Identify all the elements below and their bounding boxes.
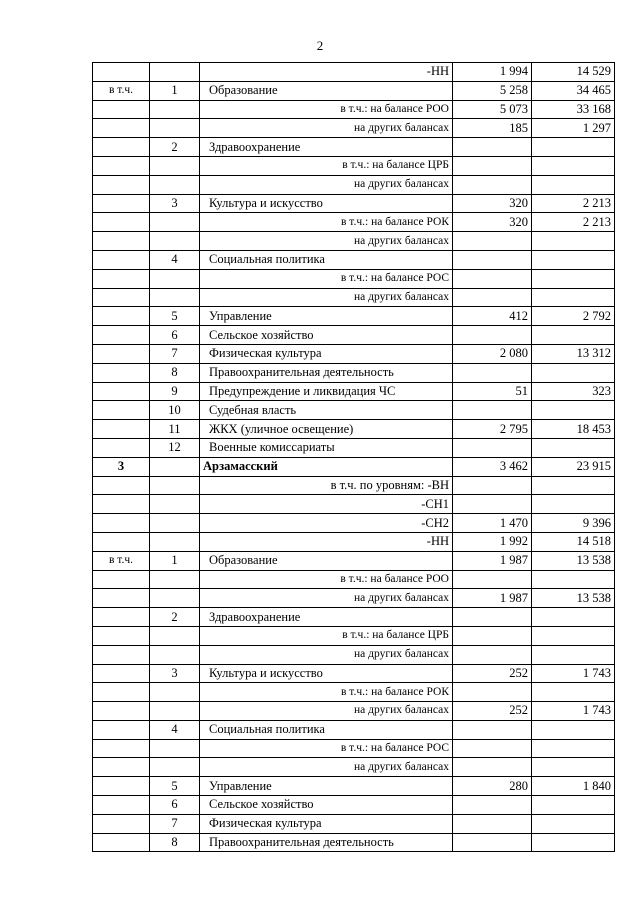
page-number: 2	[316, 38, 324, 53]
cell-number	[150, 63, 200, 82]
cell-value-1	[453, 138, 532, 157]
cell-name: Сельское хозяйство	[200, 796, 453, 815]
table-row	[93, 570, 615, 589]
cell-number	[150, 589, 200, 608]
cell-incl	[93, 63, 150, 82]
cell-value-2	[532, 363, 615, 382]
cell-value-1	[453, 175, 532, 194]
cell-name: в т.ч.: на балансе ЦРБ	[200, 156, 453, 175]
cell-value-2: 323	[532, 382, 615, 401]
cell-value-2	[532, 608, 615, 627]
cell-number: 6	[150, 796, 200, 815]
cell-incl	[93, 194, 150, 213]
cell-incl	[93, 382, 150, 401]
cell-number: 2	[150, 608, 200, 627]
cell-value-2	[532, 570, 615, 589]
cell-number: 8	[150, 363, 200, 382]
cell-number: 5	[150, 307, 200, 326]
cell-number	[150, 156, 200, 175]
cell-value-1: 51	[453, 382, 532, 401]
cell-value-2: 23 915	[532, 457, 615, 476]
cell-incl	[93, 363, 150, 382]
cell-value-1: 252	[453, 702, 532, 721]
cell-value-2	[532, 401, 615, 420]
cell-value-2	[532, 495, 615, 514]
cell-number: 12	[150, 438, 200, 457]
cell-name: -СН2	[200, 514, 453, 533]
cell-value-2: 2 792	[532, 307, 615, 326]
cell-incl: в т.ч.	[93, 551, 150, 570]
cell-value-2: 1 297	[532, 119, 615, 138]
cell-incl	[93, 626, 150, 645]
table-row	[93, 250, 615, 269]
cell-number	[150, 570, 200, 589]
cell-incl	[93, 570, 150, 589]
cell-value-1	[453, 401, 532, 420]
cell-incl	[93, 683, 150, 702]
cell-value-1: 2 795	[453, 420, 532, 439]
cell-incl	[93, 814, 150, 833]
cell-value-2	[532, 156, 615, 175]
cell-value-1: 2 080	[453, 344, 532, 363]
cell-number	[150, 119, 200, 138]
table-row	[93, 420, 615, 439]
cell-value-2: 1 840	[532, 777, 615, 796]
table-row	[93, 664, 615, 683]
cell-incl	[93, 495, 150, 514]
cell-value-1	[453, 438, 532, 457]
cell-incl	[93, 344, 150, 363]
cell-name: Образование	[200, 81, 453, 100]
cell-value-2: 34 465	[532, 81, 615, 100]
cell-name: Сельское хозяйство	[200, 326, 453, 345]
cell-name: Физическая культура	[200, 814, 453, 833]
table-row	[93, 382, 615, 401]
cell-value-2: 1 743	[532, 702, 615, 721]
table-row	[93, 551, 615, 570]
cell-number	[150, 100, 200, 119]
cell-value-1: 1 987	[453, 551, 532, 570]
cell-value-2	[532, 138, 615, 157]
cell-incl	[93, 438, 150, 457]
table-row	[93, 495, 615, 514]
table-row	[93, 344, 615, 363]
table-row	[93, 589, 615, 608]
cell-value-2: 14 518	[532, 532, 615, 551]
cell-value-1	[453, 495, 532, 514]
cell-incl	[93, 720, 150, 739]
cell-value-2: 13 538	[532, 551, 615, 570]
cell-value-2: 13 538	[532, 589, 615, 608]
cell-incl	[93, 326, 150, 345]
cell-name: Физическая культура	[200, 344, 453, 363]
cell-name: на других балансах	[200, 232, 453, 251]
table-row	[93, 777, 615, 796]
cell-value-2: 33 168	[532, 100, 615, 119]
cell-name: Социальная политика	[200, 250, 453, 269]
cell-number	[150, 626, 200, 645]
table-row	[93, 138, 615, 157]
table-row	[93, 814, 615, 833]
cell-value-1	[453, 720, 532, 739]
cell-number: 7	[150, 814, 200, 833]
cell-value-2	[532, 438, 615, 457]
cell-incl	[93, 758, 150, 777]
table-row	[93, 326, 615, 345]
cell-number: 1	[150, 81, 200, 100]
cell-number: 4	[150, 720, 200, 739]
budget-table	[92, 62, 615, 852]
cell-name: на других балансах	[200, 645, 453, 664]
cell-name: Судебная власть	[200, 401, 453, 420]
table-row	[93, 119, 615, 138]
table-row	[93, 438, 615, 457]
cell-name: Военные комиссариаты	[200, 438, 453, 457]
cell-name: Управление	[200, 307, 453, 326]
cell-incl	[93, 514, 150, 533]
cell-value-2	[532, 175, 615, 194]
cell-incl	[93, 777, 150, 796]
cell-value-1	[453, 269, 532, 288]
cell-value-1	[453, 739, 532, 758]
table-row	[93, 514, 615, 533]
cell-value-1	[453, 833, 532, 852]
cell-name: Здравоохранение	[200, 608, 453, 627]
cell-value-2	[532, 250, 615, 269]
cell-value-2	[532, 833, 615, 852]
table-row	[93, 645, 615, 664]
cell-number: 10	[150, 401, 200, 420]
cell-value-1	[453, 758, 532, 777]
cell-incl: 3	[93, 457, 150, 476]
cell-number	[150, 758, 200, 777]
cell-value-1	[453, 326, 532, 345]
cell-value-1: 1 994	[453, 63, 532, 82]
cell-number	[150, 532, 200, 551]
cell-value-1: 412	[453, 307, 532, 326]
cell-value-1	[453, 476, 532, 495]
cell-value-2	[532, 232, 615, 251]
table-row	[93, 532, 615, 551]
cell-number: 8	[150, 833, 200, 852]
cell-name: на других балансах	[200, 288, 453, 307]
cell-number	[150, 175, 200, 194]
cell-value-1	[453, 626, 532, 645]
cell-number: 7	[150, 344, 200, 363]
cell-value-1	[453, 363, 532, 382]
cell-value-2	[532, 626, 615, 645]
cell-value-2: 1 743	[532, 664, 615, 683]
table-row	[93, 175, 615, 194]
cell-incl	[93, 589, 150, 608]
cell-name: в т.ч.: на балансе РОС	[200, 269, 453, 288]
cell-value-1	[453, 608, 532, 627]
cell-incl	[93, 645, 150, 664]
cell-incl	[93, 401, 150, 420]
cell-value-1	[453, 796, 532, 815]
table-row	[93, 363, 615, 382]
cell-incl	[93, 739, 150, 758]
cell-number: 6	[150, 326, 200, 345]
cell-incl	[93, 269, 150, 288]
cell-incl	[93, 232, 150, 251]
table-row	[93, 269, 615, 288]
cell-value-2	[532, 476, 615, 495]
table-row	[93, 758, 615, 777]
cell-incl	[93, 307, 150, 326]
table-row	[93, 739, 615, 758]
table-row	[93, 232, 615, 251]
budget-table-body	[93, 63, 615, 852]
cell-name: Здравоохранение	[200, 138, 453, 157]
cell-value-2: 18 453	[532, 420, 615, 439]
table-row	[93, 720, 615, 739]
cell-number	[150, 476, 200, 495]
cell-value-2	[532, 796, 615, 815]
cell-value-1	[453, 288, 532, 307]
cell-incl	[93, 532, 150, 551]
cell-name: на других балансах	[200, 758, 453, 777]
cell-value-1: 5 258	[453, 81, 532, 100]
table-row	[93, 796, 615, 815]
cell-number	[150, 269, 200, 288]
cell-name: -НН	[200, 532, 453, 551]
cell-value-2	[532, 326, 615, 345]
cell-value-1	[453, 250, 532, 269]
cell-value-2	[532, 739, 615, 758]
cell-name: Предупреждение и ликвидация ЧС	[200, 382, 453, 401]
table-row	[93, 401, 615, 420]
cell-incl	[93, 833, 150, 852]
cell-value-1: 280	[453, 777, 532, 796]
cell-name: на других балансах	[200, 702, 453, 721]
table-row	[93, 476, 615, 495]
cell-number: 1	[150, 551, 200, 570]
cell-incl	[93, 702, 150, 721]
table-row	[93, 194, 615, 213]
cell-number: 4	[150, 250, 200, 269]
cell-name: Образование	[200, 551, 453, 570]
table-row	[93, 63, 615, 82]
cell-value-1: 1 992	[453, 532, 532, 551]
cell-incl	[93, 796, 150, 815]
cell-incl	[93, 213, 150, 232]
cell-name: Социальная политика	[200, 720, 453, 739]
cell-incl	[93, 420, 150, 439]
cell-name: -СН1	[200, 495, 453, 514]
table-row	[93, 288, 615, 307]
cell-value-2	[532, 814, 615, 833]
cell-number	[150, 232, 200, 251]
table-row	[93, 683, 615, 702]
cell-number	[150, 288, 200, 307]
cell-incl	[93, 608, 150, 627]
cell-value-1: 1 470	[453, 514, 532, 533]
cell-value-2	[532, 645, 615, 664]
cell-name: на других балансах	[200, 175, 453, 194]
cell-incl	[93, 156, 150, 175]
cell-value-1	[453, 570, 532, 589]
cell-number: 9	[150, 382, 200, 401]
cell-name: на других балансах	[200, 589, 453, 608]
cell-name: в т.ч.: на балансе ЦРБ	[200, 626, 453, 645]
cell-value-2: 2 213	[532, 213, 615, 232]
cell-incl: в т.ч.	[93, 81, 150, 100]
table-row	[93, 608, 615, 627]
cell-name: в т.ч.: на балансе РОК	[200, 213, 453, 232]
cell-value-2: 14 529	[532, 63, 615, 82]
cell-incl	[93, 100, 150, 119]
cell-incl	[93, 476, 150, 495]
cell-number: 2	[150, 138, 200, 157]
cell-value-2: 2 213	[532, 194, 615, 213]
cell-value-2	[532, 683, 615, 702]
table-row	[93, 307, 615, 326]
cell-name: Арзамасский	[200, 457, 453, 476]
cell-value-1: 5 073	[453, 100, 532, 119]
cell-name: в т.ч. по уровням: -ВН	[200, 476, 453, 495]
cell-number: 5	[150, 777, 200, 796]
cell-name: в т.ч.: на балансе РОО	[200, 570, 453, 589]
cell-number	[150, 702, 200, 721]
table-row	[93, 457, 615, 476]
table-row	[93, 156, 615, 175]
cell-number	[150, 514, 200, 533]
cell-number	[150, 645, 200, 664]
cell-value-1	[453, 814, 532, 833]
cell-value-1	[453, 232, 532, 251]
table-row	[93, 702, 615, 721]
table-row	[93, 626, 615, 645]
cell-number: 11	[150, 420, 200, 439]
cell-value-1: 252	[453, 664, 532, 683]
table-row	[93, 81, 615, 100]
cell-name: Культура и искусство	[200, 664, 453, 683]
cell-value-1: 1 987	[453, 589, 532, 608]
cell-value-1	[453, 683, 532, 702]
table-row	[93, 213, 615, 232]
cell-incl	[93, 175, 150, 194]
cell-number: 3	[150, 664, 200, 683]
cell-incl	[93, 288, 150, 307]
cell-value-2	[532, 758, 615, 777]
cell-name: в т.ч.: на балансе РОО	[200, 100, 453, 119]
cell-value-2: 9 396	[532, 514, 615, 533]
cell-incl	[93, 138, 150, 157]
cell-number	[150, 457, 200, 476]
cell-name: в т.ч.: на балансе РОК	[200, 683, 453, 702]
cell-incl	[93, 250, 150, 269]
cell-value-2	[532, 269, 615, 288]
cell-incl	[93, 119, 150, 138]
cell-number	[150, 213, 200, 232]
cell-name: Управление	[200, 777, 453, 796]
cell-value-1: 3 462	[453, 457, 532, 476]
table-row	[93, 833, 615, 852]
cell-value-1: 320	[453, 194, 532, 213]
cell-value-1	[453, 645, 532, 664]
cell-name: Правоохранительная деятельность	[200, 363, 453, 382]
cell-name: ЖКХ (уличное освещение)	[200, 420, 453, 439]
cell-number: 3	[150, 194, 200, 213]
cell-name: Культура и искусство	[200, 194, 453, 213]
cell-value-1	[453, 156, 532, 175]
table-row	[93, 100, 615, 119]
cell-name: в т.ч.: на балансе РОС	[200, 739, 453, 758]
cell-number	[150, 739, 200, 758]
cell-value-1: 320	[453, 213, 532, 232]
cell-value-1: 185	[453, 119, 532, 138]
cell-name: -НН	[200, 63, 453, 82]
cell-number	[150, 495, 200, 514]
cell-name: Правоохранительная деятельность	[200, 833, 453, 852]
cell-name: на других балансах	[200, 119, 453, 138]
cell-value-2: 13 312	[532, 344, 615, 363]
cell-incl	[93, 664, 150, 683]
cell-value-2	[532, 288, 615, 307]
cell-number	[150, 683, 200, 702]
cell-value-2	[532, 720, 615, 739]
